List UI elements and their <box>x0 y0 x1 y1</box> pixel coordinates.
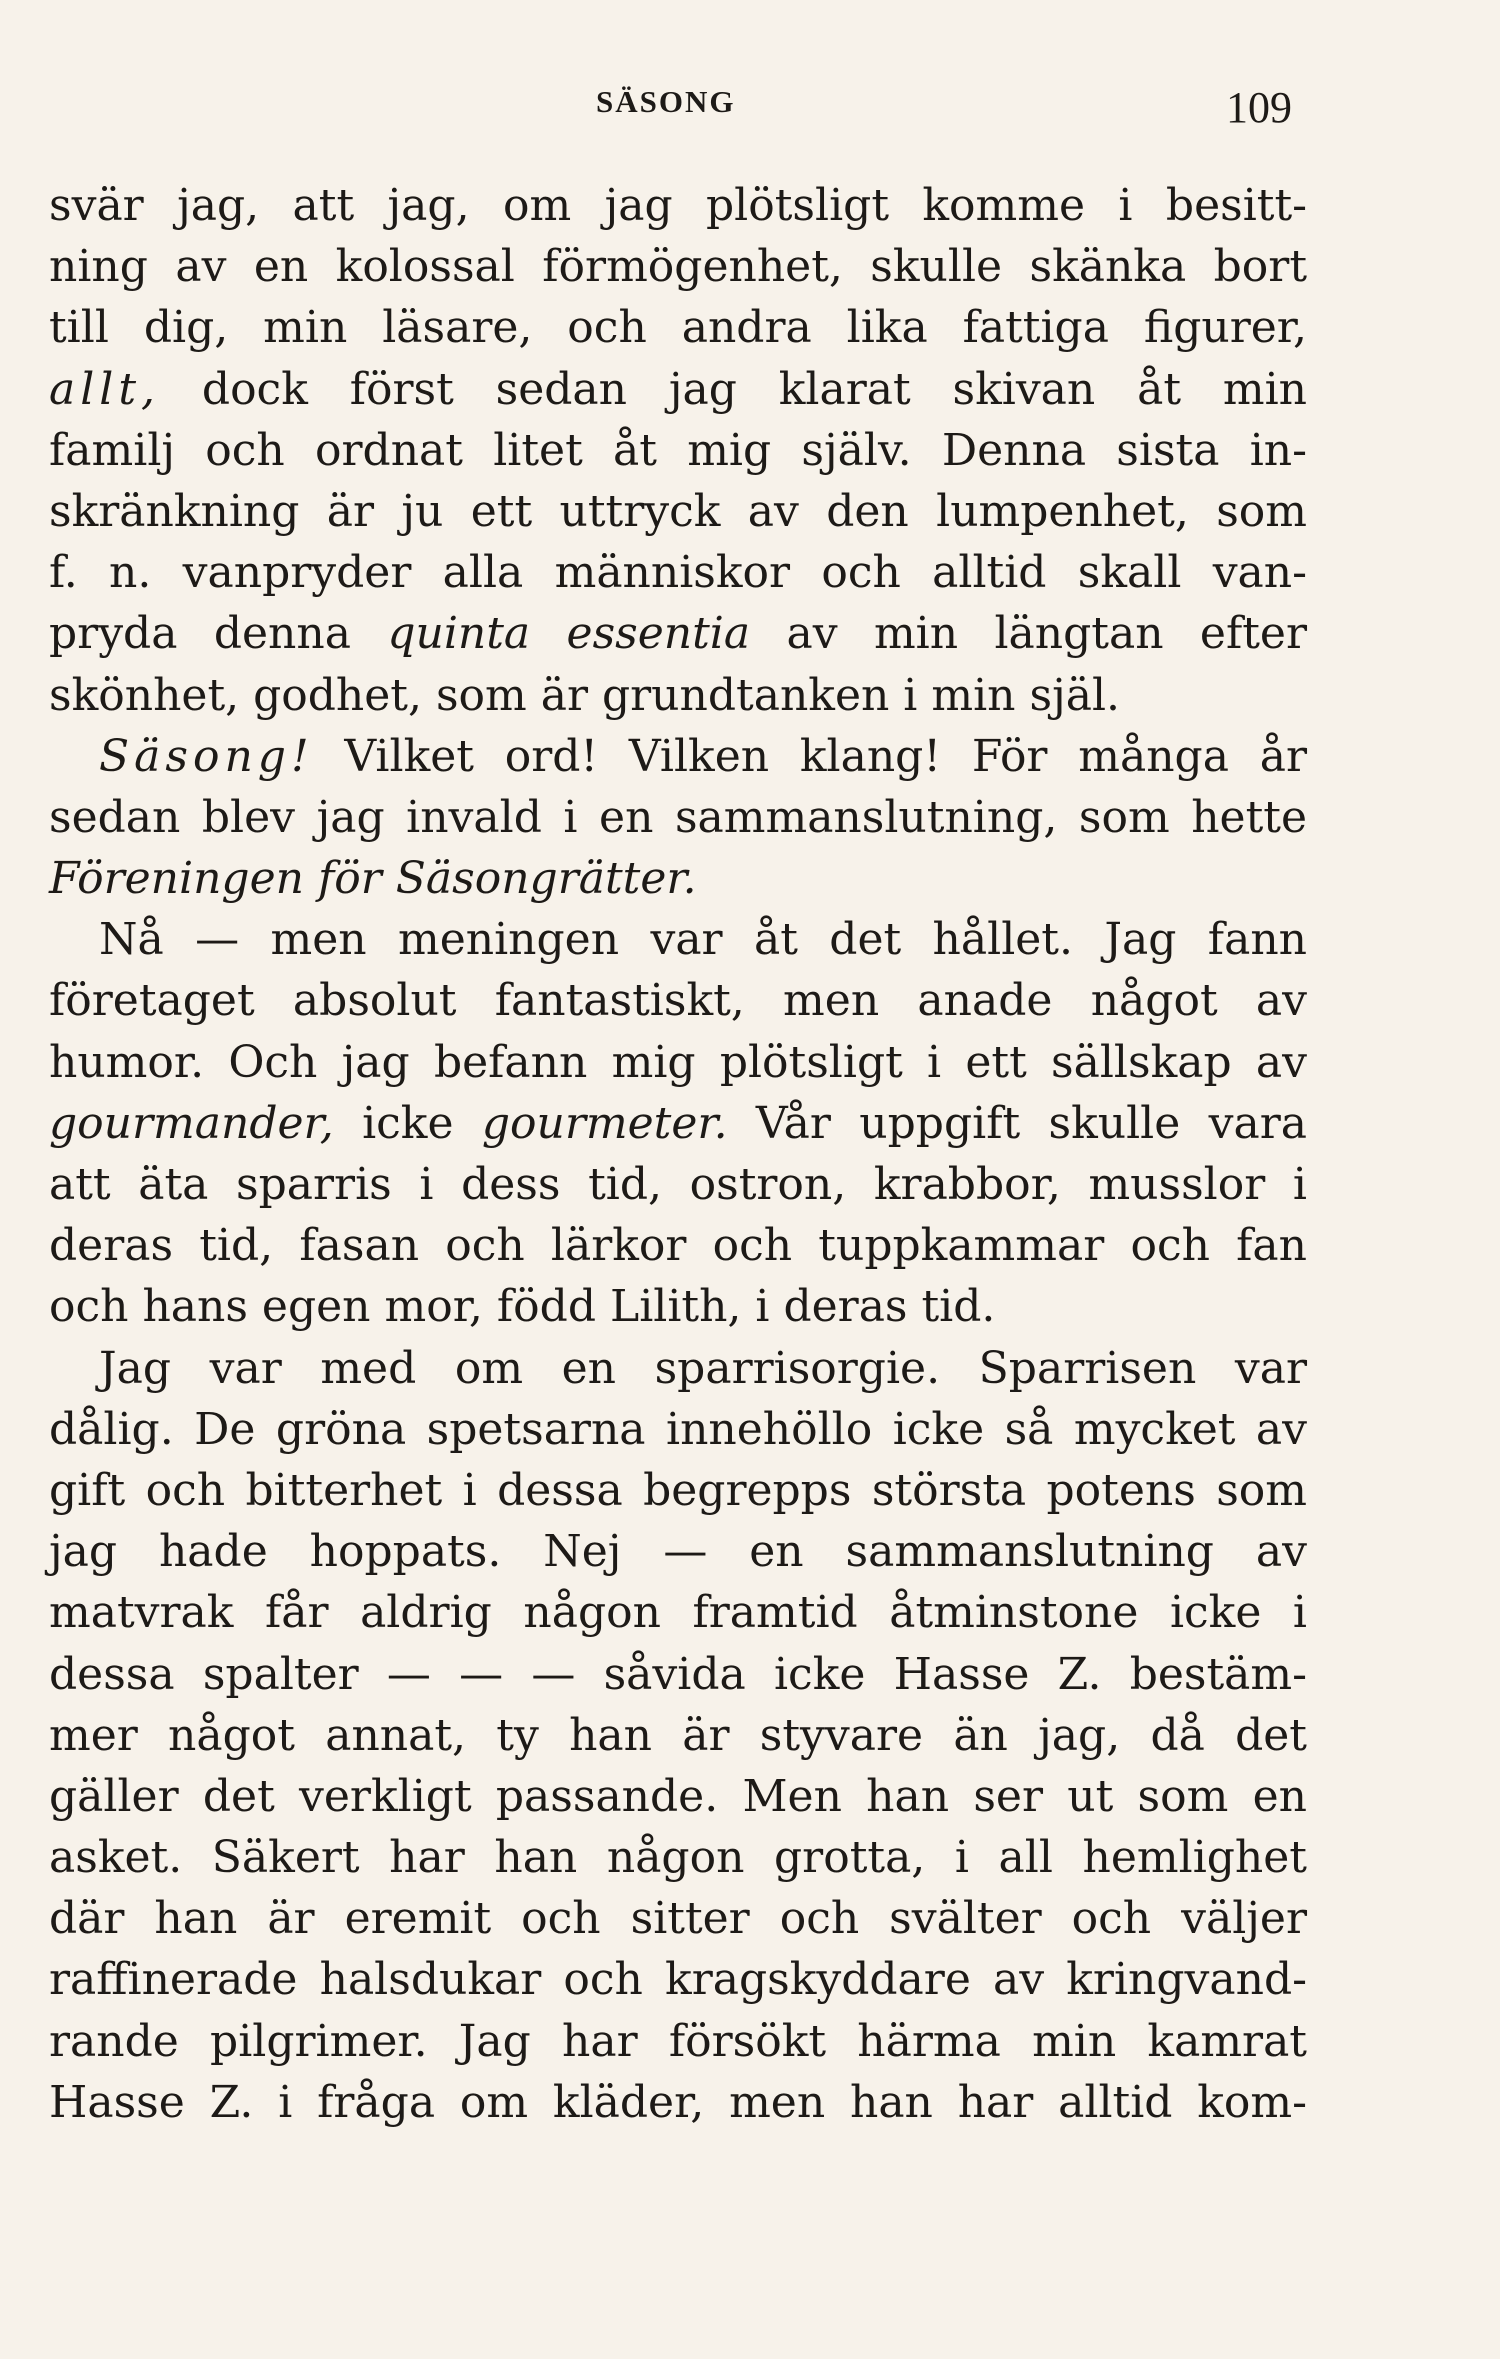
text-line: asket. Säkert har han någon grotta, i all hemlighet <box>49 1832 1307 1884</box>
emphasis: gourmeter. <box>481 1097 728 1149</box>
text-line: f. n. vanpryder alla människor och alltid skall van- <box>49 547 1307 599</box>
text-line: där han är eremit och sitter och svälter och väljer <box>49 1893 1307 1945</box>
text-line: gäller det verkligt passande. Men han ser ut som en <box>49 1770 1307 1822</box>
text-line: Hasse Z. i fråga om kläder, men han har alltid kom- <box>49 2076 1307 2128</box>
text-line: skönhet, godhet, som är grundtanken i min själ. <box>49 669 1120 721</box>
emphasis: Föreningen för Säsongrätter. <box>49 853 697 905</box>
text-line: Säsong! Vilket ord! Vilken klang! För många år <box>99 730 1307 782</box>
text-line: till dig, min läsare, och andra lika fattiga figurer, <box>49 302 1307 354</box>
text-line: pryda denna quinta essentia av min längtan efter <box>49 608 1307 660</box>
text-line: Jag var med om en sparrisorgie. Sparrisen var <box>99 1342 1307 1394</box>
page-number: 109 <box>1226 83 1292 132</box>
text-line <box>49 848 1307 909</box>
text-line: svär jag, att jag, om jag plötsligt komme i besitt- <box>49 180 1307 231</box>
emphasis: allt, <box>49 363 161 415</box>
text-line: jag hade hoppats. Nej — en sammanslutning av <box>49 1526 1307 1578</box>
text-line: ning av en kolossal förmögenhet, skulle skänka bort <box>49 241 1307 293</box>
emphasis: Säsong! <box>99 730 314 782</box>
text-line: rande pilgrimer. Jag har försökt härma min kamrat <box>49 2015 1307 2067</box>
text-line: sedan blev jag invald i en sammanslutning, som hette <box>49 791 1307 843</box>
text-line: dessa spalter — — — såvida icke Hasse Z. bestäm- <box>49 1648 1307 1700</box>
text-line: allt, dock först sedan jag klarat skivan åt min <box>49 363 1307 415</box>
text-line: humor. Och jag befann mig plötsligt i ett sällskap av <box>49 1036 1307 1088</box>
text-line: skränkning är ju ett uttryck av den lumpenhet, som <box>49 485 1307 537</box>
text-line: deras tid, fasan och lärkor och tuppkammar och fan <box>49 1220 1307 1272</box>
emphasis: quinta essentia <box>387 608 751 660</box>
text-line: gift och bitterhet i dessa begrepps största potens som <box>49 1464 1307 1516</box>
text-line: och hans egen mor, född Lilith, i deras tid. <box>49 1281 996 1333</box>
text-line: företaget absolut fantastiskt, men anade något av <box>49 975 1307 1027</box>
text-line: Nå — men meningen var åt det hållet. Jag fann <box>99 914 1307 966</box>
text-line: familj och ordnat litet åt mig själv. Denna sista in- <box>49 424 1307 476</box>
body-text <box>49 175 1307 2133</box>
text-line: att äta sparris i dess tid, ostron, krabbor, musslor i <box>49 1159 1307 1210</box>
running-title: SÄSONG <box>596 84 736 119</box>
text-line: matvrak får aldrig någon framtid åtminstone icke i <box>49 1587 1307 1639</box>
emphasis: gourmander, <box>49 1097 334 1149</box>
text-line: dålig. De gröna spetsarna innehöllo icke så mycket av <box>49 1403 1307 1455</box>
text-line: gourmander, icke gourmeter. Vår uppgift skulle vara <box>49 1097 1307 1149</box>
text-line: mer något annat, ty han är styvare än jag, då det <box>49 1709 1307 1761</box>
text-line: raffinerade halsdukar och kragskyddare av kringvand- <box>49 1954 1307 2006</box>
